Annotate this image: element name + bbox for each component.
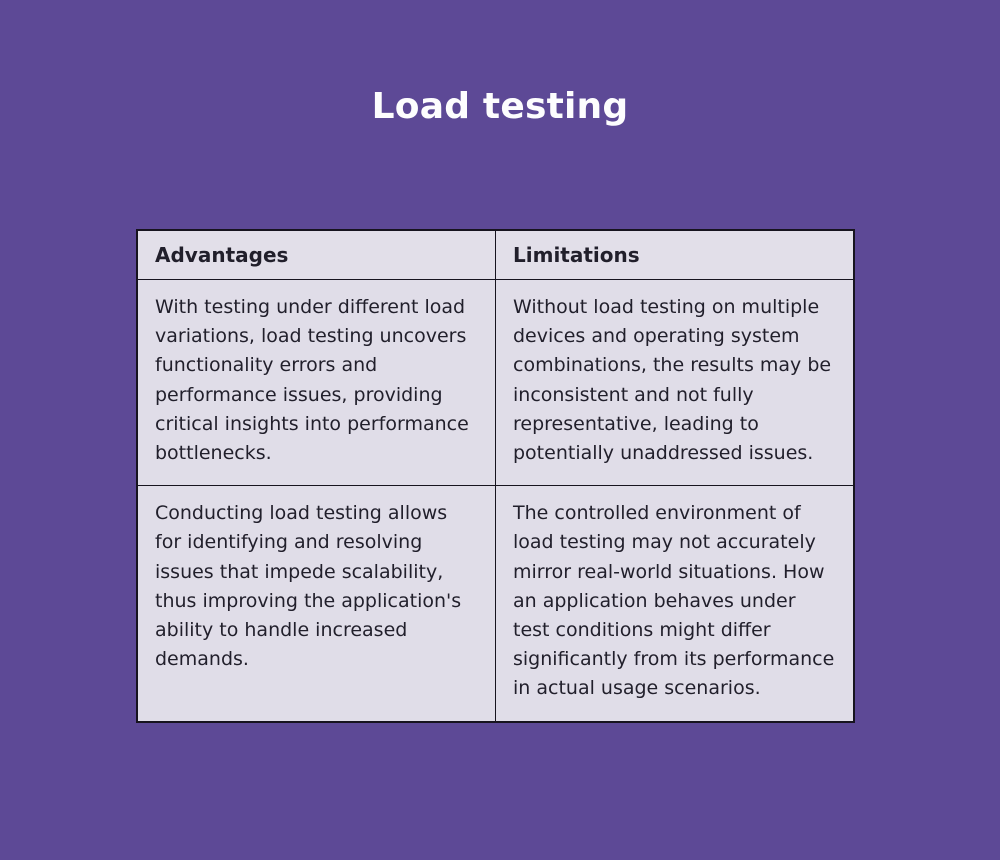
limitations-cell-row1: Without load testing on multiple devices and operating system combinations, the results may be inconsistent and not fully representative, leading to potentially unaddressed issues. <box>496 280 855 486</box>
column-header-limitations: Limitations <box>496 230 855 280</box>
table-row <box>137 486 854 722</box>
advantages-cell-row1: With testing under different load variations, load testing uncovers functionality errors and performance issues, providing critical insights into performance bottlenecks. <box>137 280 496 486</box>
table-header-row <box>137 230 854 280</box>
table-row <box>137 280 854 486</box>
limitations-cell-row2: The controlled environment of load testing may not accurately mirror real-world situations. How an application behaves under test conditions might differ significantly from its performance in actual usage scenarios. <box>496 486 855 722</box>
page-title: Load testing <box>371 86 629 127</box>
advantages-cell-row2: Conducting load testing allows for identifying and resolving issues that impede scalability, thus improving the application's ability to handle increased demands. <box>137 486 496 722</box>
comparison-table <box>136 229 855 723</box>
column-header-advantages: Advantages <box>137 230 496 280</box>
